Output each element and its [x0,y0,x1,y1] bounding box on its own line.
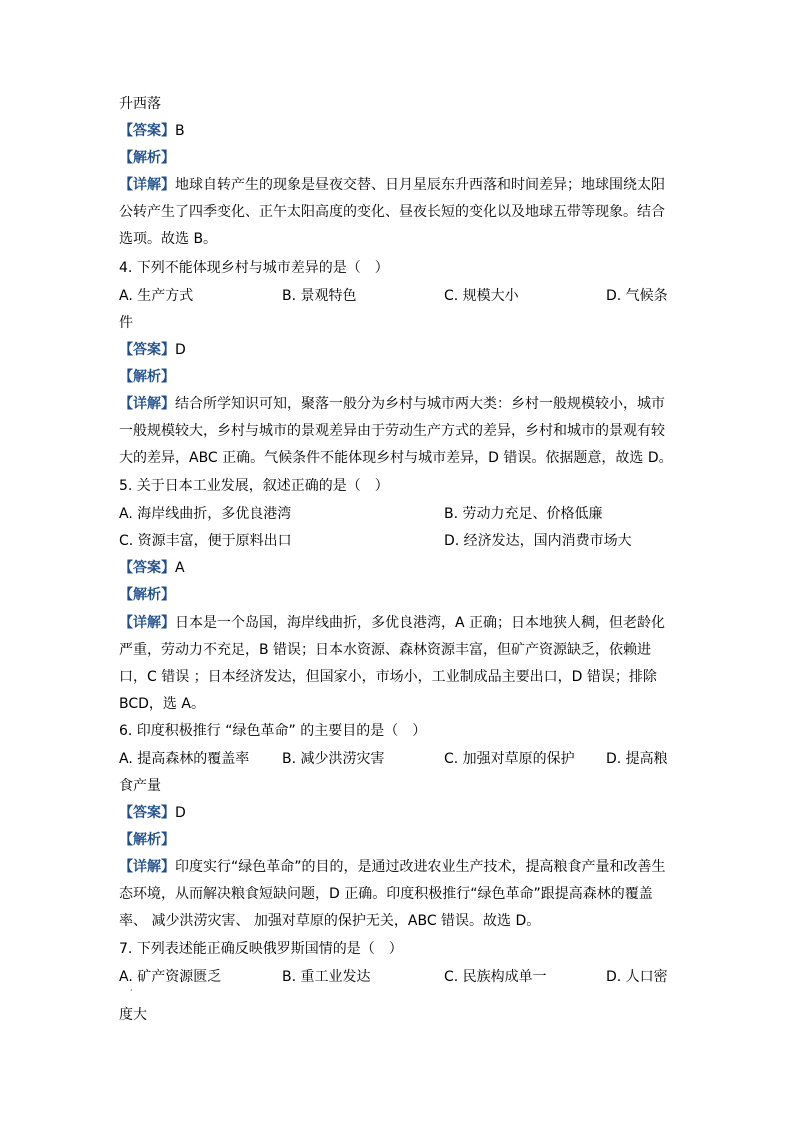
q6-option-c: C. 加强对草原的保护 [444,751,575,767]
q3-stem-tail: 升西落 [119,96,161,112]
q5-option-d: D. 经济发达，国内消费市场大 [444,533,632,549]
q7-option-c: C. 民族构成单一 [444,969,547,985]
q6-detail-line-1: 【详解】印度实行“绿色革命”的目的，是通过改进农业生产技术，提高粮食产量和改善生 [119,859,666,875]
q3-analysis-tag: 【解析】 [119,150,175,166]
q6-analysis-tag: 【解析】 [119,832,175,848]
q5-answer: 【答案】A [119,560,185,576]
q4-stem: 4. 下列不能体现乡村与城市差异的是（ ） [119,260,389,276]
q5-option-c: C. 资源丰富，便于原料出口 [119,533,292,549]
q4-option-d: D. 气候条 [606,288,668,304]
q4-option-b: B. 景观特色 [282,288,357,304]
q6-answer: 【答案】D [119,805,186,821]
q6-option-a: A. 提高森林的覆盖率 [119,751,250,767]
detail-tag: 【详解】 [119,177,175,193]
q5-detail-line-2: 严重，劳动力不充足，B 错误；日本水资源、森林资源丰富，但矿产资源缺乏，依赖进 [119,642,652,658]
q6-option-wrap: 食产量 [119,778,161,794]
q5-option-a: A. 海岸线曲折，多优良港湾 [119,506,292,522]
q6-detail-line-3: 率、 减少洪涝灾害、 加强对草原的保护无关，ABC 错误。故选 D。 [119,913,541,929]
q5-analysis-tag: 【解析】 [119,587,175,603]
q4-analysis-tag: 【解析】 [119,369,175,385]
q4-detail-line-3: 大的差异，ABC 正确。气候条件不能体现乡村与城市差异，D 错误。依据题意，故选 D。 [119,450,673,466]
q6-option-b: B. 减少洪涝灾害 [282,751,385,767]
q7-option-b: B. 重工业发达 [282,969,371,985]
q5-stem: 5. 关于日本工业发展，叙述正确的是（ ） [119,478,389,494]
q3-detail-line-3: 选项。故选 B。 [119,231,218,247]
q4-detail-line-1: 【详解】结合所学知识可知，聚落一般分为乡村与城市两大类：乡村一般规模较小，城市 [119,396,665,412]
q6-option-d: D. 提高粮 [606,751,668,767]
q7-stem: 7. 下列表述能正确反映俄罗斯国情的是（ ） [119,941,403,957]
q3-detail-line-2: 公转产生了四季变化、正午太阳高度的变化、昼夜长短的变化以及地球五带等现象。结合 [119,204,665,220]
q7-option-d: D. 人口密 [606,969,668,985]
q4-option-a: A. 生产方式 [119,288,194,304]
q3-detail-line-1: 【详解】地球自转产生的现象是昼夜交替、日月星辰东升西落和时间差异；地球围绕太阳 [119,177,665,193]
q3-answer [119,121,679,141]
q4-detail-line-2: 一般规模较大，乡村与城市的景观差异由于劳动生产方式的差异，乡村和城市的景观有较 [119,423,665,439]
q4-option-c: C. 规模大小 [444,288,519,304]
q4-option-wrap: 件 [119,315,133,331]
answer-tag: 【答案】 [119,123,175,139]
q5-option-b: B. 劳动力充足、价格低廉 [444,506,603,522]
q4-answer: 【答案】D [119,342,186,358]
q6-detail-line-2: 态环境，从而解决粮食短缺问题，D 正确。印度积极推行“绿色革命”跟提高森林的覆盖 [119,886,653,902]
q7-option-wrap: 度大 [119,1007,147,1023]
stray-dot-mark: · [130,986,133,995]
q5-detail-line-1: 【详解】日本是一个岛国，海岸线曲折，多优良港湾，A 正确；日本地狭人稠，但老龄化 [119,615,666,631]
q7-option-a: A. 矿产资源匮乏 [119,969,222,985]
q5-detail-line-3: 口，C 错误 ；日本经济发达，但国家小，市场小，工业制成品主要出口，D 错误；排除 [119,669,657,685]
answer-value: B [175,123,185,139]
q5-detail-line-4: BCD，选 A。 [119,696,205,712]
q6-stem: 6. 印度积极推行 “绿色革命” 的主要目的是（ ） [119,723,427,739]
